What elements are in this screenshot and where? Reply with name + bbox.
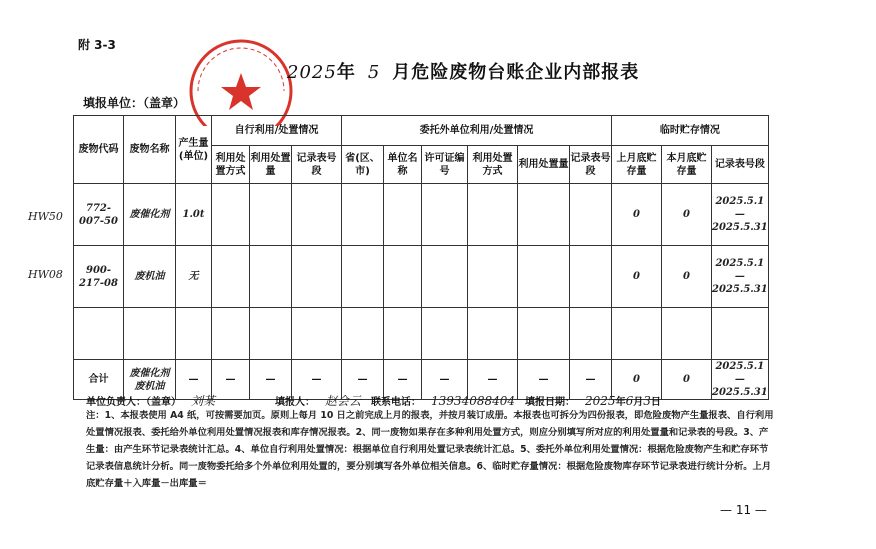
row2-cell — [570, 246, 612, 308]
waste-ledger-table — [73, 115, 769, 400]
row1-cell — [292, 184, 342, 246]
row1-cell — [468, 184, 518, 246]
title-year-char: 年 — [336, 62, 356, 83]
page-number: — 11 — — [720, 503, 767, 517]
header-temp-record: 记录表号段 — [712, 146, 769, 184]
filler-signature: 赵会云 — [325, 394, 362, 408]
title-year-handwritten: 2025 — [287, 62, 337, 83]
row2-cell — [384, 246, 422, 308]
table-row-empty — [74, 308, 769, 360]
total-prev: 0 — [612, 360, 662, 400]
row2-cell — [468, 246, 518, 308]
row2-cell — [212, 246, 250, 308]
row1-amount: 1.0t — [176, 184, 212, 246]
header-entrust-unit: 单位名称 — [384, 146, 422, 184]
row1-side-code: HW50 — [28, 210, 63, 223]
total-dash: — — [384, 360, 422, 400]
header-self-group: 自行利用/处置情况 — [212, 116, 342, 146]
total-dash: — — [570, 360, 612, 400]
total-record: 2025.5.1—2025.5.31 — [712, 361, 768, 398]
row1-cell — [422, 184, 468, 246]
date-month: 6 — [625, 394, 634, 408]
header-entrust-amount: 利用处置量 — [518, 146, 570, 184]
total-dash: — — [422, 360, 468, 400]
row1-cell — [250, 184, 292, 246]
date-year-char: 年 — [615, 397, 626, 408]
date-year: 2025 — [585, 394, 616, 408]
header-waste-code: 废物代码 — [74, 116, 124, 184]
responsible-signature: 刘某 — [191, 394, 216, 408]
row1-cell — [518, 184, 570, 246]
table-row — [74, 184, 769, 246]
row2-cell — [422, 246, 468, 308]
total-curr: 0 — [662, 360, 712, 400]
row1-cell — [384, 184, 422, 246]
header-self-amount: 利用处置量 — [250, 146, 292, 184]
row2-amount: 无 — [176, 246, 212, 308]
row2-cell — [250, 246, 292, 308]
row2-name: 废机油 — [124, 246, 176, 308]
row1-record: 2025.5.1—2025.5.31 — [712, 184, 769, 246]
row1-code: 772-007-50 — [74, 184, 124, 246]
filler-label: 填报人： — [275, 397, 316, 408]
row2-curr: 0 — [662, 246, 712, 308]
header-temp-curr: 本月底贮存量 — [662, 146, 712, 184]
row1-curr: 0 — [662, 184, 712, 246]
row2-side-code: HW08 — [28, 268, 63, 281]
phone-label: 联系电话： — [371, 397, 422, 408]
row2-cell — [342, 246, 384, 308]
table-row — [74, 246, 769, 308]
responsible-label: 单位负责人：（盖章） — [86, 397, 181, 408]
row2-cell — [518, 246, 570, 308]
notes-paragraph: 注：1、本报表使用 A4 纸，可按需要加页。原则上每月 10 日之前完成上月的报表，并按月装订成册。本报表也可拆分为四份报表，即危险废物产生量报表、自行利用处置情况报表、委托给外单位利用处置情况报表和库存情况报表。2、同一废物如果存在多种利用处置方式，则应分别填写所对应的利用处置量和记录表的号段。3、产生量：由产生环节记录表统计汇总。4、单位自行利用处置情况：根据单位自行利用处置记录表统计汇总。5、委托外单位利用处置情况：根据危险废物产生和贮存环节记录表信息统计分析。同一废物委托给多个外单位利用处置的，要分别填写各外单位相关信息。6、临时贮存量情况：根据危险废物库存环节记录表进行统计分析。上月底贮存量＋入库量－出库量＝ — [86, 410, 774, 489]
header-production: 产生量(单位) — [176, 116, 212, 184]
row2-code: 900-217-08 — [74, 246, 124, 308]
header-self-record: 记录表号段 — [292, 146, 342, 184]
report-title — [287, 58, 639, 84]
header-entrust-group: 委托外单位利用/处置情况 — [342, 116, 612, 146]
row1-cell — [570, 184, 612, 246]
row1-name: 废催化剂 — [124, 184, 176, 246]
total-dash: — — [176, 360, 212, 400]
row2-prev: 0 — [612, 246, 662, 308]
date-day-char: 日 — [650, 397, 661, 408]
header-entrust-method: 利用处置方式 — [468, 146, 518, 184]
header-temp-group: 临时贮存情况 — [612, 116, 769, 146]
total-dash: — — [468, 360, 518, 400]
header-entrust-province: 省(区、市) — [342, 146, 384, 184]
title-rest: 月危险废物台账企业内部报表 — [392, 62, 640, 83]
header-waste-name: 废物名称 — [124, 116, 176, 184]
title-month-handwritten: 5 — [367, 62, 381, 83]
date-month-char: 月 — [633, 397, 644, 408]
total-dash: — — [518, 360, 570, 400]
row1-cell — [212, 184, 250, 246]
date-day: 3 — [643, 394, 651, 408]
row2-cell — [292, 246, 342, 308]
total-name: 废催化剂 废机油 — [124, 360, 176, 400]
figure-label: 附 3-3 — [78, 38, 116, 52]
header-self-method: 利用处置方式 — [212, 146, 250, 184]
total-dash: — — [212, 360, 250, 400]
date-label: 填报日期： — [525, 397, 576, 408]
total-dash: — — [342, 360, 384, 400]
header-temp-prev: 上月底贮存量 — [612, 146, 662, 184]
total-dash: — — [250, 360, 292, 400]
total-dash: — — [292, 360, 342, 400]
total-label: 合计 — [74, 360, 124, 400]
row1-prev: 0 — [612, 184, 662, 246]
fill-unit-label: 填报单位：（盖章） — [83, 96, 186, 110]
header-entrust-record: 记录表号段 — [570, 146, 612, 184]
phone-value: 13934088404 — [431, 394, 516, 408]
row1-cell — [342, 184, 384, 246]
row2-record: 2025.5.1—2025.5.31 — [712, 246, 769, 308]
header-entrust-license: 许可证编号 — [422, 146, 468, 184]
